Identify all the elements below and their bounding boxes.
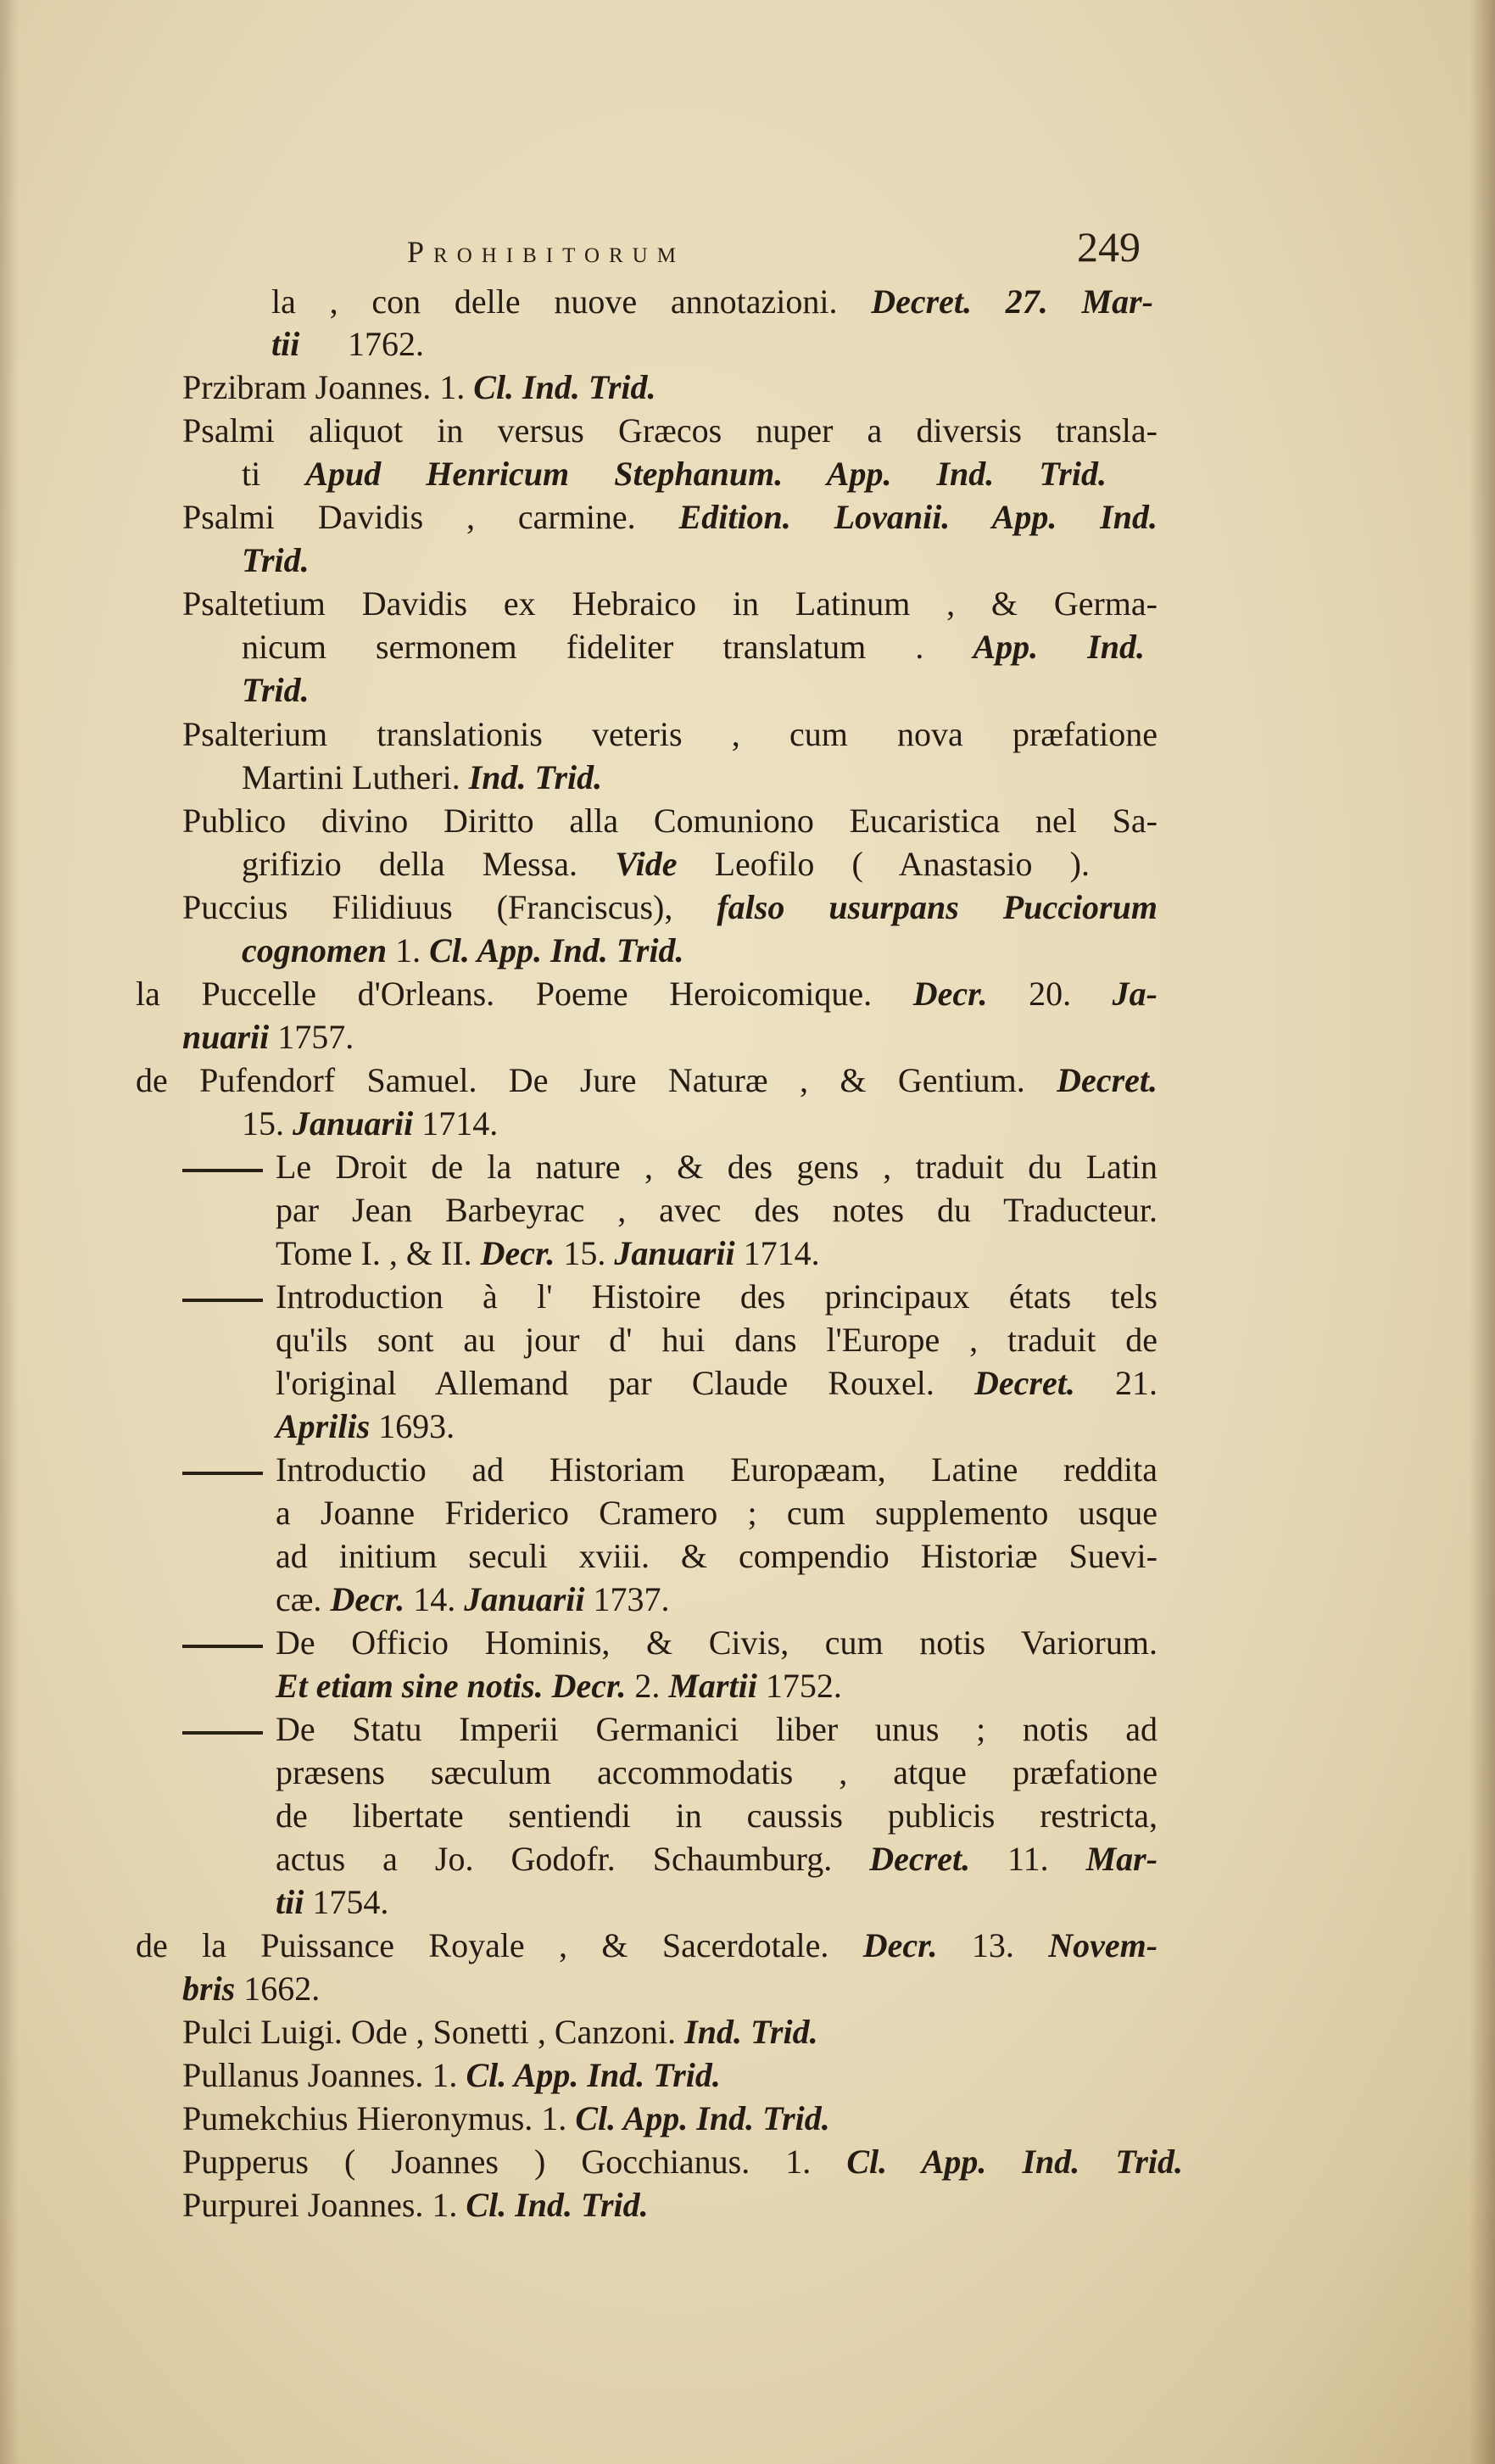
italic-run: falso usurpans Pucciorum <box>717 888 1158 926</box>
italic-run: Januarii <box>464 1580 585 1618</box>
text-line <box>242 454 1107 494</box>
text-line <box>276 1363 1158 1404</box>
italic-run: Ja- <box>1112 975 1158 1013</box>
text-run: 13. <box>937 1926 1049 1964</box>
text-line <box>242 670 310 711</box>
text-line <box>276 1277 1158 1317</box>
italic-run: Cl. Ind. Trid. <box>473 368 656 406</box>
text-line <box>242 757 602 798</box>
text-line <box>136 1925 1158 1966</box>
text-line <box>182 411 1158 451</box>
text-line <box>182 801 1158 841</box>
text-run: Pullanus Joannes. 1. <box>182 2056 466 2094</box>
text-line <box>276 1493 1158 1534</box>
italic-run: Novem- <box>1048 1926 1158 1964</box>
text-run: par Jean Barbeyrac , avec des notes du Traducteur. <box>276 1191 1158 1229</box>
text-line <box>271 282 1153 322</box>
text-run: de la Puissance Royale , & Sacerdotale. <box>136 1926 863 1964</box>
text-run: 15. <box>555 1234 615 1272</box>
text-run: Publico divino Diritto alla Comuniono Eucaristica nel Sa- <box>182 802 1158 840</box>
text-line <box>182 2098 830 2139</box>
text-run: la , con delle nuove annotazioni. <box>271 282 872 321</box>
text-run: Martini Lutheri. <box>242 758 469 796</box>
text-run: Leofilo ( Anastasio ). <box>677 845 1090 883</box>
italic-run: Cl. App. Ind. Trid. <box>575 2099 830 2137</box>
text-run: cæ. <box>276 1580 331 1618</box>
italic-run: Decret. <box>1057 1061 1158 1099</box>
text-run: Le Droit de la nature , & des gens , traduit du Latin <box>276 1148 1158 1186</box>
text-run: 2. <box>626 1667 669 1705</box>
text-line <box>276 1450 1158 1490</box>
text-line <box>182 2012 818 2053</box>
text-run: 1714. <box>413 1104 499 1143</box>
text-line <box>182 367 656 408</box>
text-run: 15. <box>242 1104 293 1143</box>
text-line <box>182 2185 649 2226</box>
italic-run: Vide <box>615 845 678 883</box>
text-line <box>242 844 1090 885</box>
italic-run: Cl. Ind. Trid. <box>466 2186 649 2224</box>
text-run: 1662. <box>235 1970 321 2008</box>
text-line <box>182 2142 1183 2182</box>
text-run: 1714. <box>734 1234 820 1272</box>
italic-run: Trid. <box>242 671 310 709</box>
text-run: Psalmi Davidis , carmine. <box>182 498 679 536</box>
text-run: Introductio ad Historiam Europæam, Latine reddita <box>276 1450 1158 1489</box>
text-run: 1737. <box>584 1580 670 1618</box>
text-line <box>276 1536 1158 1577</box>
text-run: Psalmi aliquot in versus Græcos nuper a diversis transla- <box>182 411 1158 450</box>
text-line <box>276 1320 1158 1361</box>
text-run: ad initium seculi xviii. & compendio Historiæ Suevi- <box>276 1537 1158 1575</box>
italic-run: Ind. Trid. <box>468 758 603 796</box>
text-line <box>182 887 1158 928</box>
italic-run: nuarii <box>182 1018 270 1056</box>
italic-run: Decr. <box>912 975 988 1013</box>
text-run: 1752. <box>756 1667 842 1705</box>
text-run: Pumekchius Hieronymus. 1. <box>182 2099 576 2137</box>
italic-run: Apud Henricum Stephanum. App. Ind. Trid. <box>305 455 1107 493</box>
text-run: Pulci Luigi. Ode , Sonetti , Canzoni. <box>182 2013 685 2051</box>
text-line <box>276 1882 388 1923</box>
text-line <box>276 1752 1158 1793</box>
text-line <box>276 1796 1158 1836</box>
text-line <box>276 1709 1158 1750</box>
text-run: actus a Jo. Godofr. Schaumburg. <box>276 1840 870 1878</box>
text-run: la Puccelle d'Orleans. Poeme Heroicomique. <box>136 975 913 1013</box>
text-line <box>182 584 1158 624</box>
text-line <box>136 974 1158 1014</box>
text-line <box>242 540 310 581</box>
italic-run: Decret. 27. Mar- <box>871 282 1153 321</box>
text-run: Przibram Joannes. 1. <box>182 368 474 406</box>
italic-run: Edition. Lovanii. App. Ind. <box>678 498 1158 536</box>
text-run: nicum sermonem fideliter translatum . <box>242 628 973 666</box>
italic-run: Martii <box>668 1667 757 1705</box>
text-run: ti <box>242 455 306 493</box>
text-run: 1762. <box>299 325 424 363</box>
text-line <box>242 930 684 971</box>
text-line <box>276 1190 1158 1231</box>
text-line <box>276 1233 820 1274</box>
text-line <box>182 1969 320 2009</box>
text-line <box>276 1666 842 1707</box>
ditto-dash <box>182 1299 263 1302</box>
italic-run: Aprilis <box>276 1407 371 1445</box>
italic-run: tii <box>276 1883 304 1921</box>
text-line <box>136 1060 1158 1101</box>
italic-run: Decr. <box>862 1926 938 1964</box>
text-run: Psalterium translationis veteris , cum nova præfatione <box>182 715 1158 753</box>
text-line <box>242 1103 498 1144</box>
italic-run: App. Ind. <box>973 628 1145 666</box>
italic-run: Mar- <box>1085 1840 1158 1878</box>
italic-run: Decr. <box>480 1234 555 1272</box>
text-line <box>276 1579 670 1620</box>
italic-run: Trid. <box>242 541 310 579</box>
text-run: grifizio della Messa. <box>242 845 616 883</box>
text-run: a Joanne Friderico Cramero ; cum supplemento usque <box>276 1494 1158 1532</box>
text-line <box>182 2055 721 2096</box>
italic-run: Januarii <box>293 1104 414 1143</box>
italic-run: Cl. App. Ind. Trid. <box>466 2056 721 2094</box>
text-run: Purpurei Joannes. 1. <box>182 2186 466 2224</box>
text-run: Puccius Filidiuus (Franciscus), <box>182 888 717 926</box>
ditto-dash <box>182 1472 263 1475</box>
italic-run: Cl. App. Ind. Trid. <box>429 931 684 969</box>
text-run: De Statu Imperii Germanici liber unus ; notis ad <box>276 1710 1158 1748</box>
text-run: Tome I. , & II. <box>276 1234 481 1272</box>
text-run: 11. <box>970 1840 1086 1878</box>
text-run: l'original Allemand par Claude Rouxel. <box>276 1364 975 1402</box>
italic-run: Et etiam sine notis. Decr. <box>276 1667 627 1705</box>
text-line <box>182 497 1158 538</box>
italic-run: Januarii <box>614 1234 735 1272</box>
text-run: Psaltetium Davidis ex Hebraico in Latinum , & Germa- <box>182 584 1158 623</box>
page-number: 249 <box>1077 223 1141 271</box>
text-line <box>271 324 424 365</box>
ditto-dash <box>182 1645 263 1648</box>
italic-run: tii <box>271 325 300 363</box>
text-line <box>276 1839 1158 1880</box>
text-line <box>276 1623 1158 1663</box>
text-run: 1757. <box>269 1018 354 1056</box>
text-run: De Officio Hominis, & Civis, cum notis Variorum. <box>276 1623 1158 1662</box>
italic-run: Ind. Trid. <box>684 2013 818 2051</box>
text-run: 1754. <box>304 1883 389 1921</box>
text-run: de libertate sentiendi in caussis publicis restricta, <box>276 1796 1158 1835</box>
text-line <box>242 627 1145 668</box>
running-title: Prohibitorum <box>407 235 685 269</box>
text-run: 21. <box>1074 1364 1158 1402</box>
italic-run: cognomen <box>242 931 388 969</box>
italic-run: Decret. <box>974 1364 1075 1402</box>
text-run: Introduction à l' Histoire des principaux états tels <box>276 1277 1158 1316</box>
text-run: qu'ils sont au jour d' hui dans l'Europe , traduit de <box>276 1321 1158 1359</box>
text-line <box>276 1147 1158 1187</box>
italic-run: Decr. <box>330 1580 405 1618</box>
text-run: 14. <box>404 1580 465 1618</box>
text-run: præsens sæculum accommodatis , atque præfatione <box>276 1753 1158 1791</box>
text-run: 1. <box>387 931 430 969</box>
text-line <box>182 1017 354 1058</box>
text-line <box>182 714 1158 755</box>
text-run: Pupperus ( Joannes ) Gocchianus. 1. <box>182 2143 847 2181</box>
ditto-dash <box>182 1731 263 1735</box>
text-line <box>276 1406 455 1447</box>
text-run: de Pufendorf Samuel. De Jure Naturæ , & Gentium. <box>136 1061 1057 1099</box>
italic-run: Decret. <box>869 1840 971 1878</box>
ditto-dash <box>182 1169 263 1172</box>
italic-run: bris <box>182 1970 236 2008</box>
text-run: 1693. <box>370 1407 455 1445</box>
italic-run: Cl. App. Ind. Trid. <box>846 2143 1183 2181</box>
text-run: 20. <box>987 975 1113 1013</box>
